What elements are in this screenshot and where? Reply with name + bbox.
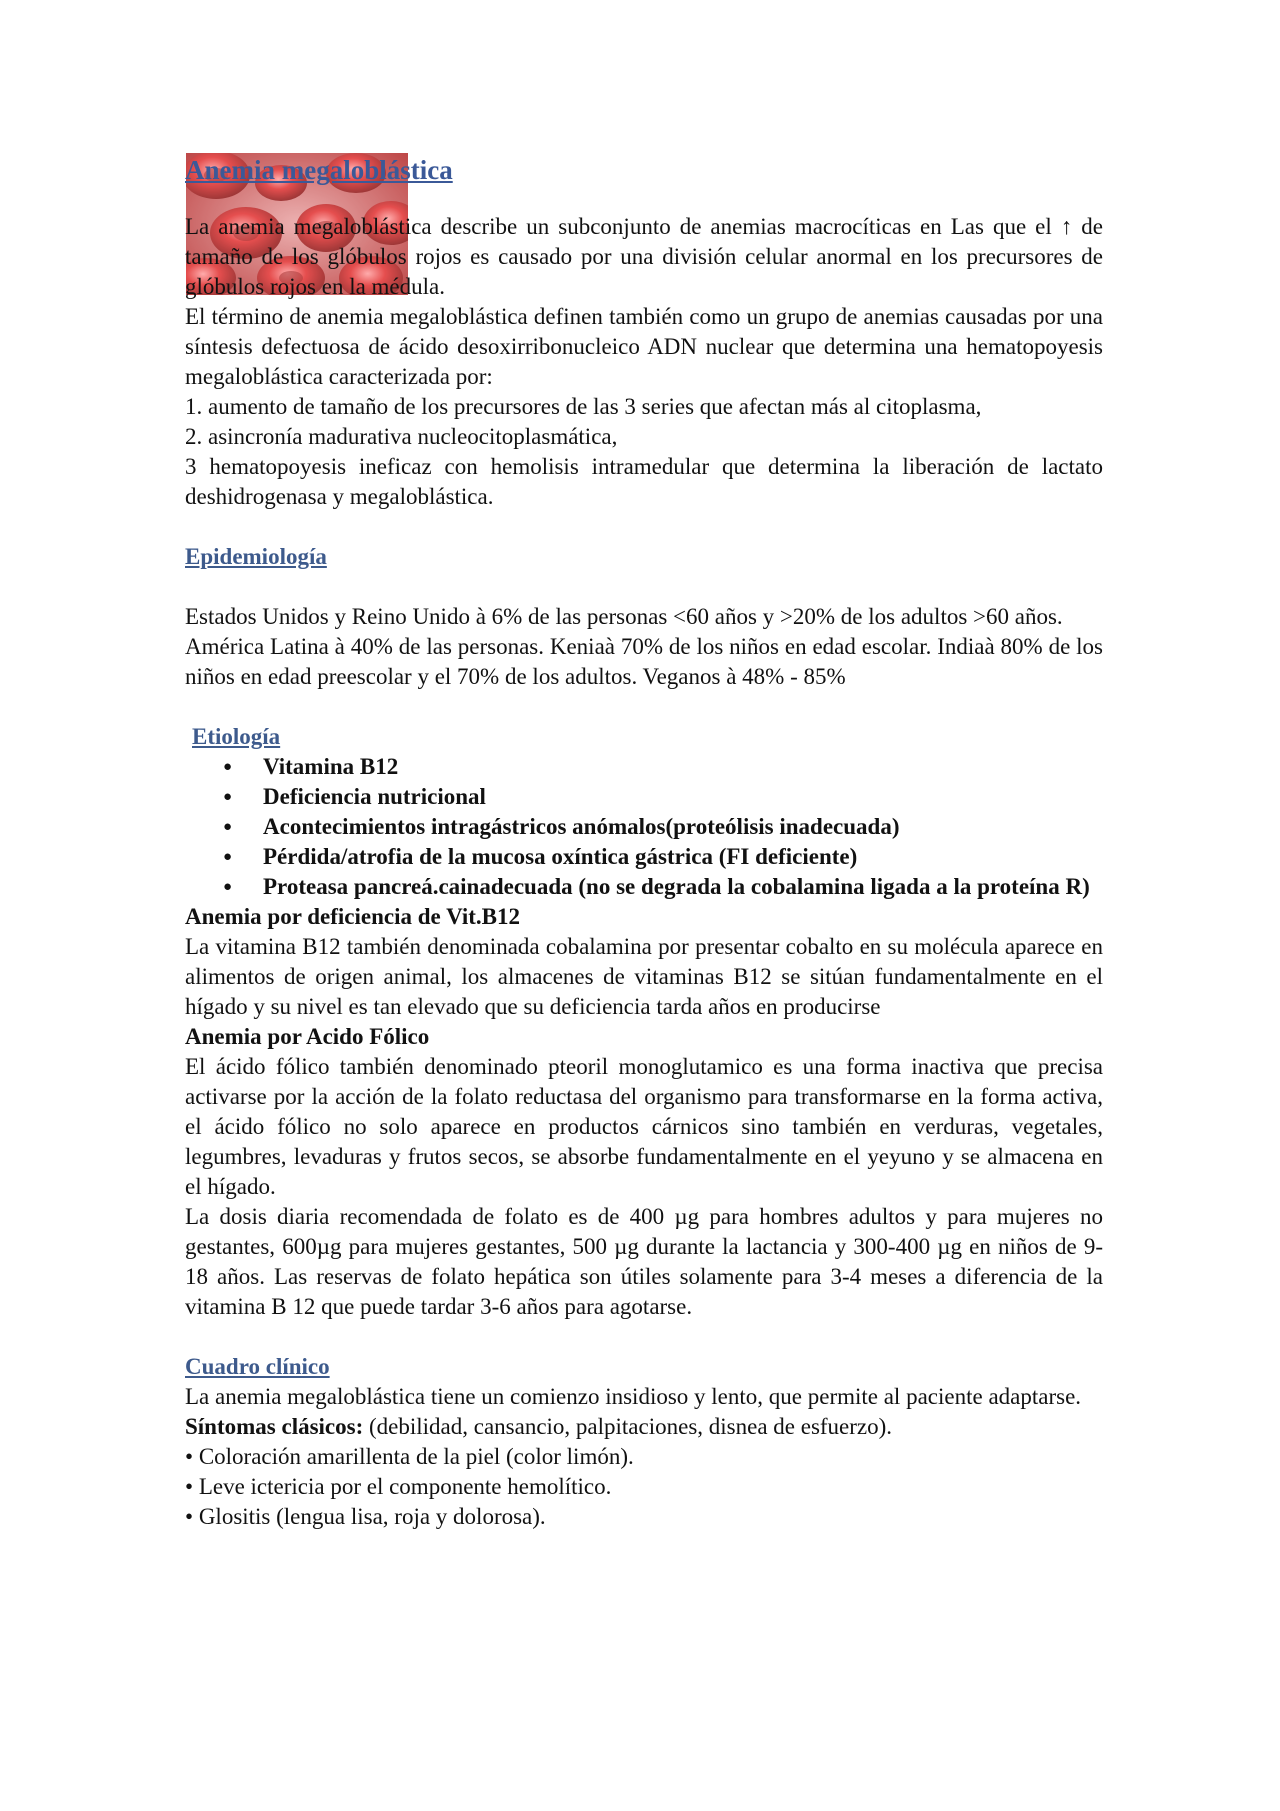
epidemiology-paragraph-2: América Latina à 40% de las personas. Keniaà 70% de los niños en edad escolar. Indiaà 80% de los niños en edad preescolar y el 70% de los adultos. Veganos à 48% - 85% [185, 634, 1103, 689]
intro-item-2: 2. asincronía madurativa nucleocitoplasmática, [185, 424, 618, 449]
list-item: • Leve ictericia por el componente hemolítico. [185, 1472, 1103, 1502]
folic-subheading: Anemia por Acido Fólico [185, 1024, 430, 1049]
symptoms-text: (debilidad, cansancio, palpitaciones, disnea de esfuerzo). [363, 1414, 893, 1439]
symptoms-line [185, 1412, 1103, 1442]
list-item: ● Pérdida/atrofia de la mucosa oxíntica gástrica (FI deficiente) [263, 842, 1103, 872]
clinical-paragraph: La anemia megaloblástica tiene un comienzo insidioso y lento, que permite al paciente adaptarse. [185, 1384, 1082, 1409]
document-content [185, 152, 1103, 1532]
list-item: ● Deficiencia nutricional [263, 782, 1103, 812]
symptoms-list [185, 1442, 1103, 1532]
clinical-heading[interactable]: Cuadro clínico [185, 1354, 330, 1379]
list-item: • Glositis (lengua lisa, roja y dolorosa). [185, 1502, 1103, 1532]
intro-paragraph-1: La anemia megaloblástica describe un subconjunto de anemias macrocíticas en Las que el ↑ de tamaño de los glóbulos rojos es causado por una división celular anormal en los precursores de glóbulos rojos en la médula. [185, 214, 1103, 299]
etiology-list [185, 752, 1103, 902]
b12-subheading: Anemia por deficiencia de Vit.B12 [185, 904, 520, 929]
list-item: ● Proteasa pancreá.cainadecuada (no se degrada la cobalamina ligada a la proteína R) [263, 872, 1103, 902]
intro-paragraph-2: El término de anemia megaloblástica definen también como un grupo de anemias causadas por una síntesis defectuosa de ácido desoxirribonucleico ADN nuclear que determina una hematopoyesis megaloblástica caracterizada por: [185, 304, 1103, 389]
list-item: ● Vitamina B12 [263, 752, 1103, 782]
epidemiology-paragraph-1: Estados Unidos y Reino Unido à 6% de las personas <60 años y >20% de los adultos >60 años. [185, 604, 1063, 629]
intro-item-1: 1. aumento de tamaño de los precursores de las 3 series que afectan más al citoplasma, [185, 394, 982, 419]
folic-paragraph-1: El ácido fólico también denominado pteoril monoglutamico es una forma inactiva que precisa activarse por la acción de la folato reductasa del organismo para transformarse en la forma activa, el ácido fólico no solo aparece en productos cárnicos sino también en verduras, vegetales, legumbres, levaduras y frutos secos, se absorbe fundamentalmente en el yeyuno y se almacena en el hígado. [185, 1054, 1103, 1199]
etiology-heading[interactable]: Etiología [192, 724, 281, 749]
folic-paragraph-2: La dosis diaria recomendada de folato es de 400 µg para hombres adultos y para mujeres no gestantes, 600µg para mujeres gestantes, 500 µg durante la lactancia y 300-400 µg en niños de 9-18 años. Las reservas de folato hepática son útiles solamente para 3-4 meses a diferencia de la vitamina B 12 que puede tardar 3-6 años para agotarse. [185, 1204, 1103, 1319]
page-title[interactable]: Anemia megaloblástica [185, 155, 453, 185]
list-item: • Coloración amarillenta de la piel (color limón). [185, 1442, 1103, 1472]
intro-item-3: 3 hematopoyesis ineficaz con hemolisis intramedular que determina la liberación de lactato deshidrogenasa y megaloblástica. [185, 454, 1103, 509]
list-item: ● Acontecimientos intragástricos anómalos(proteólisis inadecuada) [263, 812, 1103, 842]
epidemiology-heading[interactable]: Epidemiología [185, 544, 327, 569]
b12-paragraph: La vitamina B12 también denominada cobalamina por presentar cobalto en su molécula aparece en alimentos de origen animal, los almacenes de vitaminas B12 se sitúan fundamentalmente en el hígado y su nivel es tan elevado que su deficiencia tarda años en producirse [185, 934, 1103, 1019]
symptoms-label: Síntomas clásicos: [185, 1414, 364, 1439]
